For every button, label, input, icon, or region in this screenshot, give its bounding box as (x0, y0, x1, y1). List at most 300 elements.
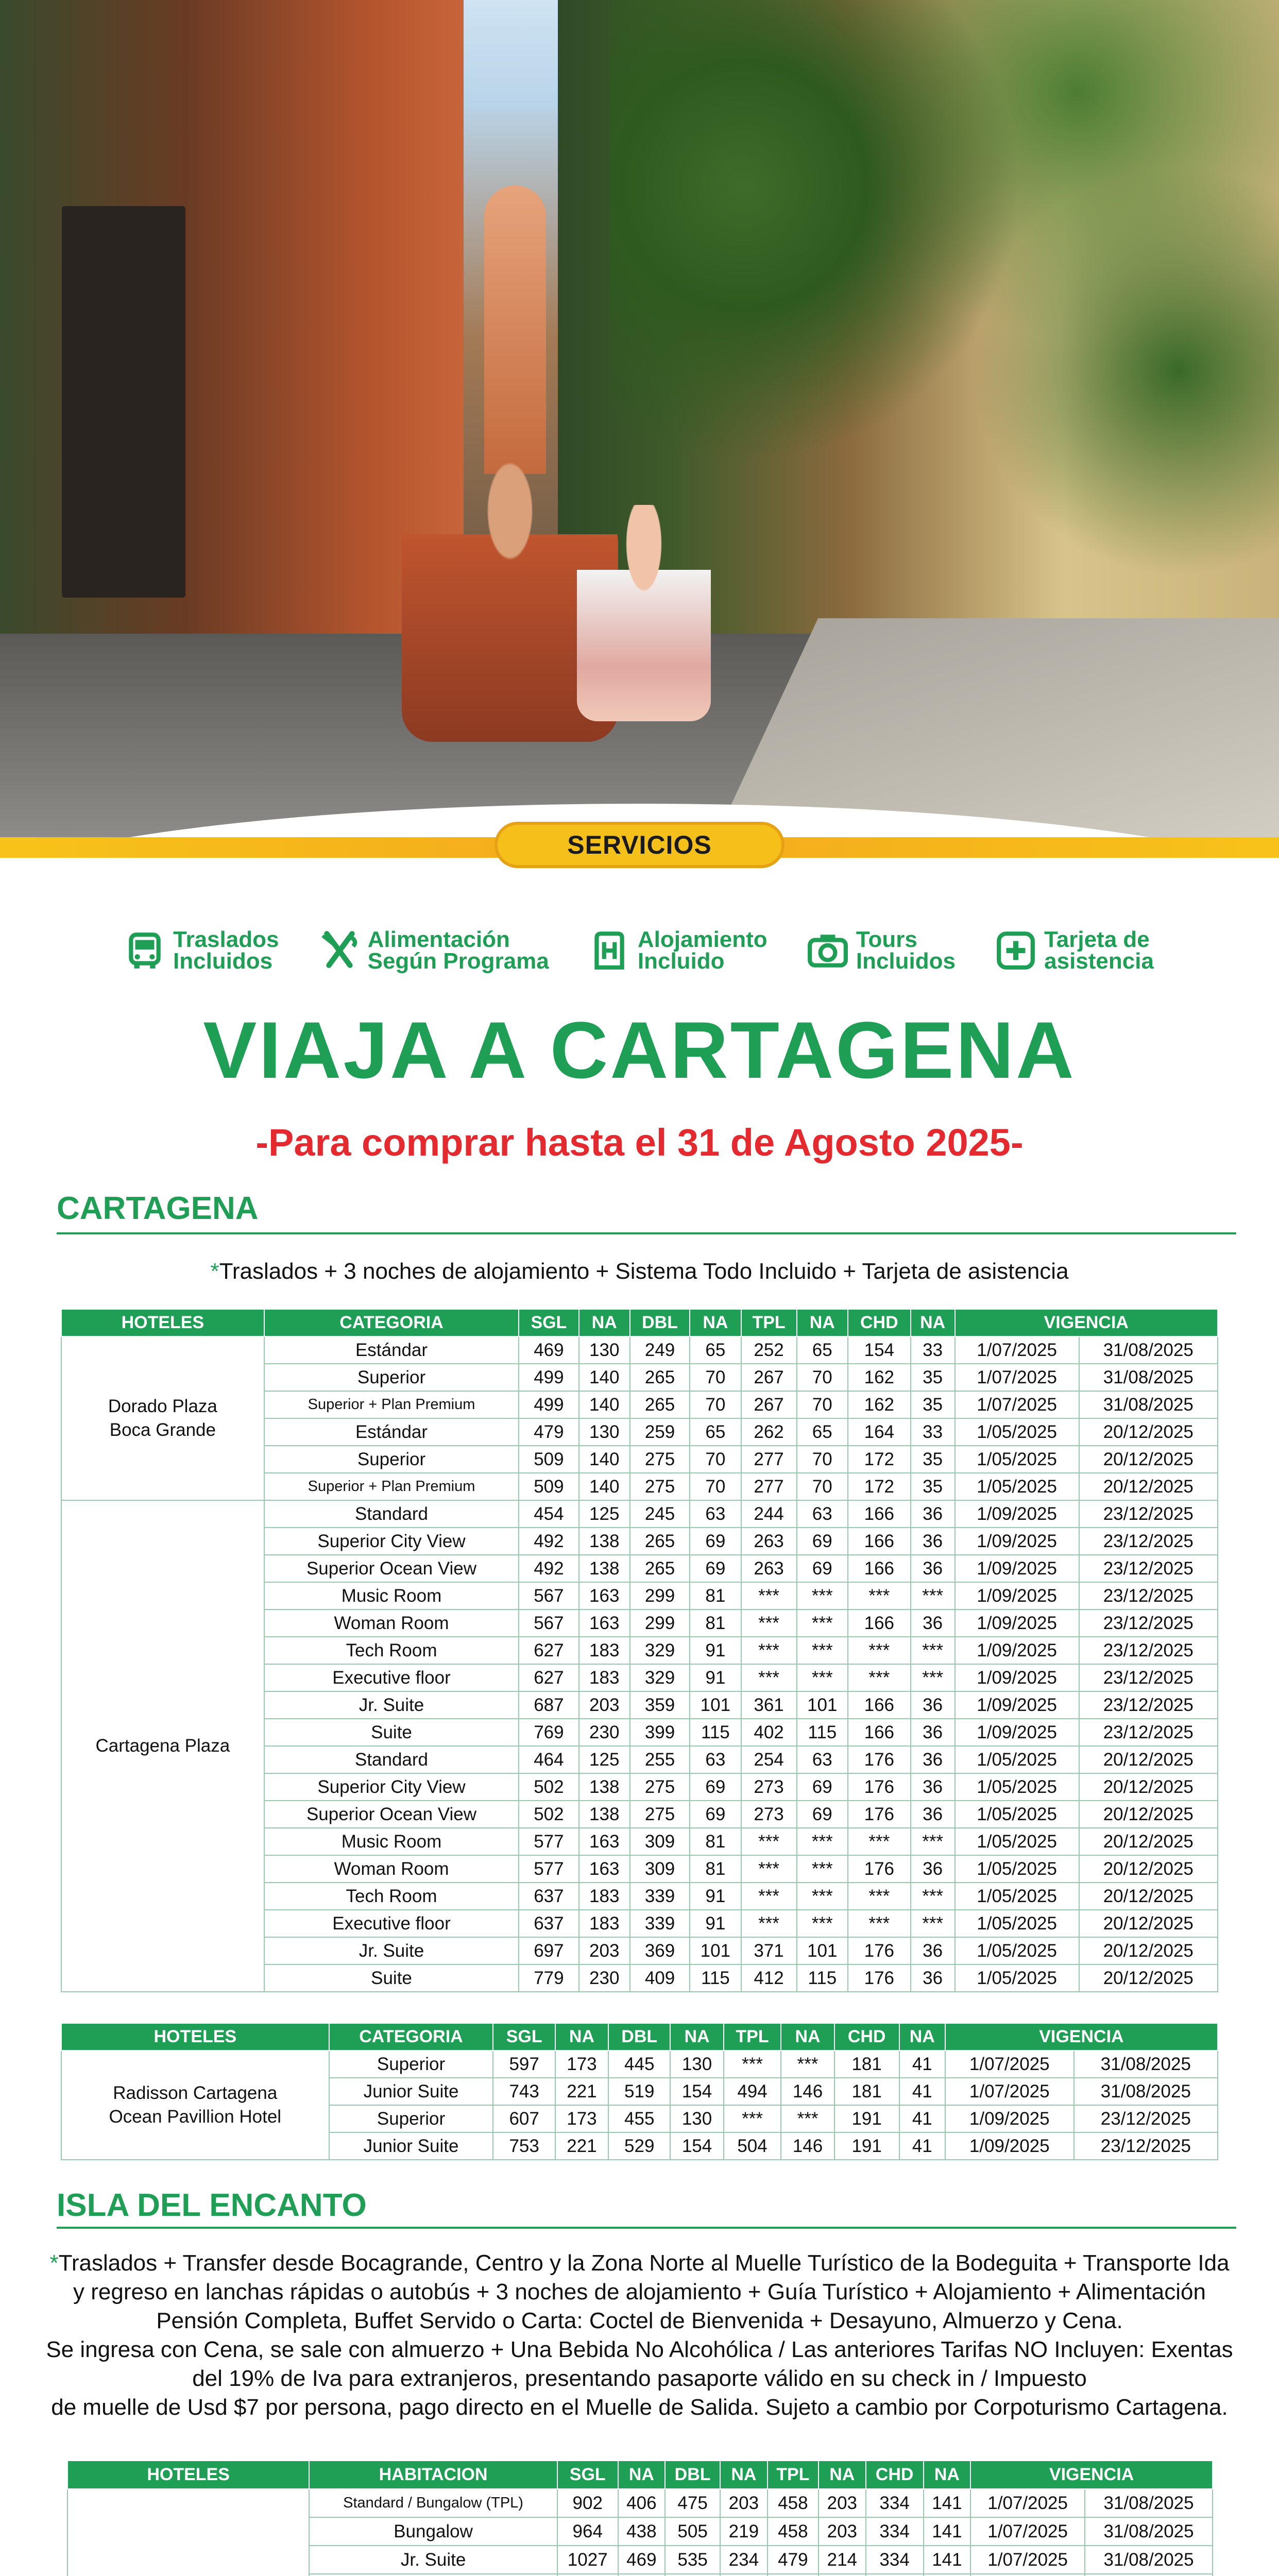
rate-cell: 607 (493, 2105, 555, 2132)
validity-cell: 1/05/2025 (955, 1473, 1079, 1500)
rate-cell: 779 (519, 1964, 578, 1992)
rate-cell: 329 (630, 1664, 690, 1691)
validity-cell: 23/12/2025 (1079, 1609, 1218, 1637)
rate-cell: 81 (690, 1582, 741, 1609)
bullet-star: * (49, 2250, 59, 2276)
service-label-line1: Alojamiento (637, 927, 768, 952)
rate-cell: 154 (848, 1336, 911, 1364)
table-row (67, 2489, 1213, 2517)
cartagena-rates-table (61, 1309, 1218, 1992)
rate-cell: 499 (519, 1364, 578, 1391)
rate-cell: 176 (848, 1855, 911, 1883)
validity-cell: 31/08/2025 (1079, 1364, 1218, 1391)
category-cell: Superior (264, 1446, 519, 1473)
rate-cell: *** (797, 1855, 848, 1883)
rate-cell: 70 (797, 1391, 848, 1418)
rate-cell: *** (741, 1883, 797, 1910)
rate-cell: 36 (911, 1964, 955, 1992)
column-header: NA (818, 2461, 866, 2489)
hero-photo (0, 0, 1279, 845)
rate-cell: 273 (741, 1801, 797, 1828)
description-text: Pensión Completa, Buffet Servido o Carta: Coctel de Bienvenida + Desayuno, Almuerzo y Cena. (156, 2308, 1123, 2333)
rate-cell: 91 (690, 1664, 741, 1691)
rate-cell: *** (741, 1828, 797, 1855)
rate-cell: 176 (848, 1746, 911, 1773)
rate-cell: 265 (630, 1364, 690, 1391)
service-label-line2: Incluido (637, 948, 725, 974)
cartagena-description-text: Traslados + 3 noches de alojamiento + Sistema Todo Incluido + Tarjeta de asistencia (219, 1259, 1069, 1284)
validity-cell: 1/09/2025 (955, 1528, 1079, 1555)
rate-cell: 402 (741, 1719, 797, 1746)
category-cell: Superior Ocean View (264, 1555, 519, 1582)
rate-cell: 36 (911, 1746, 955, 1773)
rate-cell: 141 (924, 2517, 971, 2546)
rate-cell: 519 (608, 2078, 670, 2105)
rate-cell: 902 (557, 2489, 618, 2517)
rate-cell: 164 (848, 1418, 911, 1446)
rate-cell (768, 2574, 818, 2576)
rate-cell: 140 (579, 1391, 630, 1418)
description-text: y regreso en lanchas rápidas o autobús + 3 noches de alojamiento + Guía Turístico + Alojamiento + Alimentación (73, 2279, 1206, 2304)
rate-cell: 597 (493, 2050, 555, 2078)
rate-cell: *** (848, 1582, 911, 1609)
validity-cell: 1/05/2025 (955, 1855, 1079, 1883)
column-header: CATEGORIA (329, 2023, 493, 2050)
rate-cell: 172 (848, 1473, 911, 1500)
rate-cell: 91 (690, 1883, 741, 1910)
rate-cell: 509 (519, 1473, 578, 1500)
rate-cell: 438 (618, 2517, 666, 2546)
rate-cell: 81 (690, 1855, 741, 1883)
category-cell: Executive floor (264, 1664, 519, 1691)
rate-cell: 458 (768, 2489, 818, 2517)
rate-cell: 115 (690, 1964, 741, 1992)
rate-cell: 41 (899, 2050, 945, 2078)
description-text: de muelle de Usd $7 por persona, pago directo en el Muelle de Salida. Sujeto a cambio por Corpoturismo Cartagena. (51, 2395, 1228, 2420)
rate-cell: 329 (630, 1637, 690, 1664)
rate-cell: 63 (690, 1500, 741, 1528)
rate-cell: 101 (797, 1937, 848, 1964)
category-cell: Standard / Bungalow (TPL) (309, 2489, 557, 2517)
rate-cell: 101 (690, 1691, 741, 1719)
rate-cell: 176 (848, 1801, 911, 1828)
rate-cell: 309 (630, 1828, 690, 1855)
service-label (856, 929, 956, 972)
rate-cell: 41 (899, 2105, 945, 2132)
rate-cell: 334 (866, 2517, 924, 2546)
validity-cell: 1/05/2025 (955, 1828, 1079, 1855)
rate-cell (818, 2574, 866, 2576)
rate-cell: *** (797, 1582, 848, 1609)
radisson-rates-table (61, 2023, 1218, 2160)
rate-cell: 69 (797, 1528, 848, 1555)
rate-cell: 146 (781, 2132, 834, 2160)
validity-cell: 20/12/2025 (1079, 1828, 1218, 1855)
rate-cell: 458 (768, 2517, 818, 2546)
rate-cell: 140 (579, 1473, 630, 1500)
column-header: HABITACION (309, 2461, 557, 2489)
rate-cell: 36 (911, 1500, 955, 1528)
rate-cell: 140 (579, 1446, 630, 1473)
utensils-icon (318, 929, 361, 972)
rate-cell: 130 (579, 1418, 630, 1446)
rate-cell: 445 (608, 2050, 670, 2078)
rate-cell: 277 (741, 1473, 797, 1500)
column-header: VIGENCIA (970, 2461, 1213, 2489)
rate-cell: 115 (797, 1964, 848, 1992)
rate-cell: 309 (630, 1855, 690, 1883)
rate-cell: 203 (818, 2489, 866, 2517)
rate-cell: 203 (579, 1937, 630, 1964)
rate-cell: 33 (911, 1418, 955, 1446)
rate-cell: 181 (834, 2078, 899, 2105)
rate-cell: *** (797, 1609, 848, 1637)
rate-cell: 265 (630, 1528, 690, 1555)
rate-cell: 334 (866, 2546, 924, 2574)
rate-cell: 166 (848, 1609, 911, 1637)
validity-cell: 1/09/2025 (955, 1582, 1079, 1609)
validity-cell: 1/05/2025 (955, 1446, 1079, 1473)
category-cell: Estándar (264, 1418, 519, 1446)
rate-cell: 371 (741, 1937, 797, 1964)
description-line (31, 2393, 1248, 2422)
rate-cell: 252 (741, 1336, 797, 1364)
hotel-name-cell: Dorado Plaza Boca Grande (61, 1336, 264, 1500)
hero-vines (609, 0, 1279, 618)
rate-cell: 176 (848, 1964, 911, 1992)
category-cell: Woman Room (264, 1609, 519, 1637)
column-header: VIGENCIA (955, 1309, 1218, 1336)
validity-cell: 20/12/2025 (1079, 1446, 1218, 1473)
category-cell: Suite (264, 1964, 519, 1992)
validity-cell: 1/05/2025 (955, 1883, 1079, 1910)
rate-cell: *** (848, 1828, 911, 1855)
rate-cell: 33 (911, 1336, 955, 1364)
rate-cell (924, 2574, 971, 2576)
rate-cell: 36 (911, 1609, 955, 1637)
rate-cell: 65 (797, 1418, 848, 1446)
validity-cell: 23/12/2025 (1079, 1528, 1218, 1555)
rate-cell: *** (741, 1664, 797, 1691)
rate-cell: 191 (834, 2132, 899, 2160)
service-label (368, 929, 549, 972)
rate-cell (665, 2574, 720, 2576)
rate-cell: 254 (741, 1746, 797, 1773)
service-label-line1: Tarjeta de (1044, 927, 1150, 952)
section-title-cartagena: CARTAGENA (57, 1191, 259, 1226)
rate-cell: 361 (741, 1691, 797, 1719)
rate-cell: 627 (519, 1637, 578, 1664)
rate-cell: *** (797, 1910, 848, 1937)
bullet-star: * (210, 1259, 219, 1284)
category-cell: Woman Room (264, 1855, 519, 1883)
rate-cell: *** (781, 2050, 834, 2078)
rate-cell (557, 2574, 618, 2576)
service-traslados (124, 929, 279, 972)
rate-cell: 203 (818, 2517, 866, 2546)
section-divider (57, 2227, 1236, 2229)
rate-cell: 494 (724, 2078, 781, 2105)
rate-cell: 454 (519, 1500, 578, 1528)
rate-cell: 299 (630, 1582, 690, 1609)
validity-cell: 1/05/2025 (955, 1801, 1079, 1828)
rate-cell: *** (724, 2050, 781, 2078)
validity-cell: 1/07/2025 (955, 1336, 1079, 1364)
rate-cell: 244 (741, 1500, 797, 1528)
rate-cell: 115 (690, 1719, 741, 1746)
validity-cell: 1/05/2025 (955, 1937, 1079, 1964)
rate-cell: 687 (519, 1691, 578, 1719)
category-cell: Jr. Suite (309, 2546, 557, 2574)
validity-cell: 1/05/2025 (955, 1910, 1079, 1937)
column-header: NA (690, 1309, 741, 1336)
rate-cell: 277 (741, 1446, 797, 1473)
column-header: NA (911, 1309, 955, 1336)
rate-cell: 339 (630, 1910, 690, 1937)
rate-cell: *** (781, 2105, 834, 2132)
validity-cell: 31/08/2025 (1085, 2517, 1213, 2546)
rate-cell: 130 (579, 1336, 630, 1364)
rate-cell: *** (797, 1828, 848, 1855)
rate-cell: 65 (690, 1418, 741, 1446)
rate-cell: 91 (690, 1637, 741, 1664)
rate-cell: 140 (579, 1364, 630, 1391)
bus-icon (124, 929, 166, 972)
rate-cell: 35 (911, 1473, 955, 1500)
rate-cell: *** (848, 1910, 911, 1937)
rate-cell: 743 (493, 2078, 555, 2105)
category-cell: Superior (329, 2105, 493, 2132)
rate-cell: 163 (579, 1828, 630, 1855)
medical-cross-icon (995, 929, 1037, 972)
rate-cell: 183 (579, 1664, 630, 1691)
rate-cell: 146 (781, 2078, 834, 2105)
column-header: NA (781, 2023, 834, 2050)
rate-cell: *** (911, 1664, 955, 1691)
column-header: CHD (848, 1309, 911, 1336)
rate-cell: 469 (519, 1336, 578, 1364)
rate-cell: 41 (899, 2078, 945, 2105)
validity-cell: 23/12/2025 (1079, 1691, 1218, 1719)
rate-cell: 63 (797, 1746, 848, 1773)
rate-cell: 101 (797, 1691, 848, 1719)
validity-cell: 1/09/2025 (955, 1555, 1079, 1582)
service-label-line2: Incluidos (173, 948, 273, 974)
rate-cell: *** (911, 1828, 955, 1855)
rate-cell (720, 2574, 768, 2576)
rate-cell: 138 (579, 1801, 630, 1828)
rate-cell: 406 (618, 2489, 666, 2517)
hotel-icon (588, 929, 630, 972)
rate-cell: 138 (579, 1773, 630, 1801)
rate-cell: 81 (690, 1828, 741, 1855)
validity-cell: 1/05/2025 (955, 1964, 1079, 1992)
rate-cell: 36 (911, 1801, 955, 1828)
category-cell: Superior + Plan Premium (264, 1391, 519, 1418)
rate-cell: 36 (911, 1773, 955, 1801)
validity-cell: 31/08/2025 (1074, 2078, 1218, 2105)
rate-cell: 504 (724, 2132, 781, 2160)
rate-cell: 234 (720, 2546, 768, 2574)
table-row (61, 2050, 1218, 2078)
category-cell: Music Room (264, 1582, 519, 1609)
service-label (638, 929, 768, 972)
hero-cathedral-tower (484, 185, 546, 474)
category-cell: Bungalow (309, 2517, 557, 2546)
validity-cell: 1/09/2025 (945, 2132, 1074, 2160)
rate-cell: 91 (690, 1910, 741, 1937)
rate-cell: 221 (555, 2078, 608, 2105)
rate-cell: 65 (690, 1336, 741, 1364)
rate-cell: 275 (630, 1801, 690, 1828)
category-cell: Jr. Suite (264, 1937, 519, 1964)
rate-cell: 964 (557, 2517, 618, 2546)
section-divider (57, 1232, 1236, 1234)
column-header: SGL (519, 1309, 578, 1336)
services-badge-wrap (0, 822, 1279, 873)
rate-cell: 35 (911, 1446, 955, 1473)
rate-cell: 273 (741, 1773, 797, 1801)
validity-cell: 1/07/2025 (955, 1391, 1079, 1418)
description-line (31, 2307, 1248, 2335)
rate-cell: 163 (579, 1582, 630, 1609)
rate-cell: 101 (690, 1937, 741, 1964)
rate-cell: 505 (665, 2517, 720, 2546)
category-cell: Executive floor (264, 1910, 519, 1937)
validity-cell: 20/12/2025 (1079, 1883, 1218, 1910)
description-text: del 19% de Iva para extranjeros, presentando pasaporte válido en su check in / Impuesto (192, 2366, 1087, 2391)
rate-cell: 509 (519, 1446, 578, 1473)
hotel-name-cell: Radisson Cartagena Ocean Pavillion Hotel (61, 2050, 329, 2160)
rate-cell: 262 (741, 1418, 797, 1446)
rate-cell: 35 (911, 1391, 955, 1418)
service-label-line2: asistencia (1044, 948, 1154, 974)
column-header: TPL (741, 1309, 797, 1336)
rate-cell: 191 (834, 2105, 899, 2132)
rate-cell: 230 (579, 1964, 630, 1992)
service-label-line1: Tours (856, 927, 917, 952)
rate-cell: 69 (690, 1801, 741, 1828)
column-header: VIGENCIA (945, 2023, 1218, 2050)
rate-cell: 359 (630, 1691, 690, 1719)
rate-cell: 69 (690, 1555, 741, 1582)
rate-cell: 275 (630, 1446, 690, 1473)
rate-cell: 299 (630, 1609, 690, 1637)
rate-cell: 141 (924, 2546, 971, 2574)
category-cell: Superior + Plan Premium (264, 1473, 519, 1500)
rate-cell: 469 (618, 2546, 666, 2574)
description-line (31, 2278, 1248, 2307)
column-header: NA (720, 2461, 768, 2489)
validity-cell: 20/12/2025 (1079, 1801, 1218, 1828)
column-header: NA (579, 1309, 630, 1336)
validity-cell: 23/12/2025 (1074, 2105, 1218, 2132)
category-cell: Superior (264, 1364, 519, 1391)
description-text: Traslados + Transfer desde Bocagrande, Centro y la Zona Norte al Muelle Turístico de la Bodeguita + Transporte Ida (58, 2250, 1230, 2276)
isla-description (31, 2249, 1248, 2422)
service-asistencia (995, 929, 1154, 972)
category-cell: Standard (264, 1746, 519, 1773)
validity-cell: 1/09/2025 (955, 1719, 1079, 1746)
rate-cell: 479 (519, 1418, 578, 1446)
rate-cell: 69 (690, 1528, 741, 1555)
column-header: SGL (557, 2461, 618, 2489)
column-header: CHD (834, 2023, 899, 2050)
validity-cell: 1/07/2025 (970, 2546, 1085, 2574)
service-label (1044, 929, 1154, 972)
column-header: DBL (665, 2461, 720, 2489)
rate-cell: *** (911, 1910, 955, 1937)
rate-cell: 70 (690, 1391, 741, 1418)
rate-cell: 265 (630, 1555, 690, 1582)
rate-cell: 492 (519, 1555, 578, 1582)
rate-cell: 36 (911, 1691, 955, 1719)
rate-cell: 577 (519, 1855, 578, 1883)
category-cell: Superior Ocean View (264, 1801, 519, 1828)
rate-cell: 35 (911, 1364, 955, 1391)
hotel-name-cell (67, 2489, 309, 2576)
category-cell: Junior Suite (329, 2078, 493, 2105)
rate-cell: 162 (848, 1364, 911, 1391)
rate-cell: 214 (818, 2546, 866, 2574)
validity-cell: 1/07/2025 (970, 2489, 1085, 2517)
validity-cell: 1/05/2025 (955, 1746, 1079, 1773)
rate-cell: 172 (848, 1446, 911, 1473)
validity-cell: 1/07/2025 (955, 1364, 1079, 1391)
rate-cell: 221 (555, 2132, 608, 2160)
column-header: DBL (608, 2023, 670, 2050)
validity-cell: 20/12/2025 (1079, 1773, 1218, 1801)
rate-cell: 176 (848, 1937, 911, 1964)
rate-cell: 70 (797, 1446, 848, 1473)
rate-cell: 219 (720, 2517, 768, 2546)
validity-cell: 20/12/2025 (1079, 1937, 1218, 1964)
validity-cell: 23/12/2025 (1079, 1637, 1218, 1664)
rate-cell: *** (848, 1883, 911, 1910)
rate-cell: 65 (797, 1336, 848, 1364)
column-header: NA (555, 2023, 608, 2050)
rate-cell: 125 (579, 1500, 630, 1528)
isla-rates-table (67, 2460, 1213, 2576)
column-header: HOTELES (61, 2023, 329, 2050)
table-header-row (67, 2461, 1213, 2489)
validity-cell: 23/12/2025 (1079, 1664, 1218, 1691)
rate-cell: *** (741, 1609, 797, 1637)
rate-cell: 130 (670, 2105, 723, 2132)
rate-cell: 255 (630, 1746, 690, 1773)
validity-cell: 20/12/2025 (1079, 1746, 1218, 1773)
rate-cell: 70 (797, 1473, 848, 1500)
hotel-name-cell: Cartagena Plaza (61, 1500, 264, 1992)
rate-cell: 637 (519, 1883, 578, 1910)
cartagena-description (31, 1257, 1248, 1286)
rate-cell: *** (797, 1883, 848, 1910)
table-header-row (61, 2023, 1218, 2050)
service-label-line2: Incluidos (856, 948, 956, 974)
service-alimentacion (318, 929, 549, 972)
validity-cell: 23/12/2025 (1079, 1555, 1218, 1582)
category-cell: Music Room (264, 1828, 519, 1855)
rate-cell: 138 (579, 1555, 630, 1582)
validity-cell: 1/07/2025 (945, 2078, 1074, 2105)
rate-cell: 259 (630, 1418, 690, 1446)
category-cell: Suite (264, 1719, 519, 1746)
rate-cell: 173 (555, 2050, 608, 2078)
rate-cell: 753 (493, 2132, 555, 2160)
rate-cell: 163 (579, 1855, 630, 1883)
rate-cell: 339 (630, 1883, 690, 1910)
validity-cell: 20/12/2025 (1079, 1473, 1218, 1500)
